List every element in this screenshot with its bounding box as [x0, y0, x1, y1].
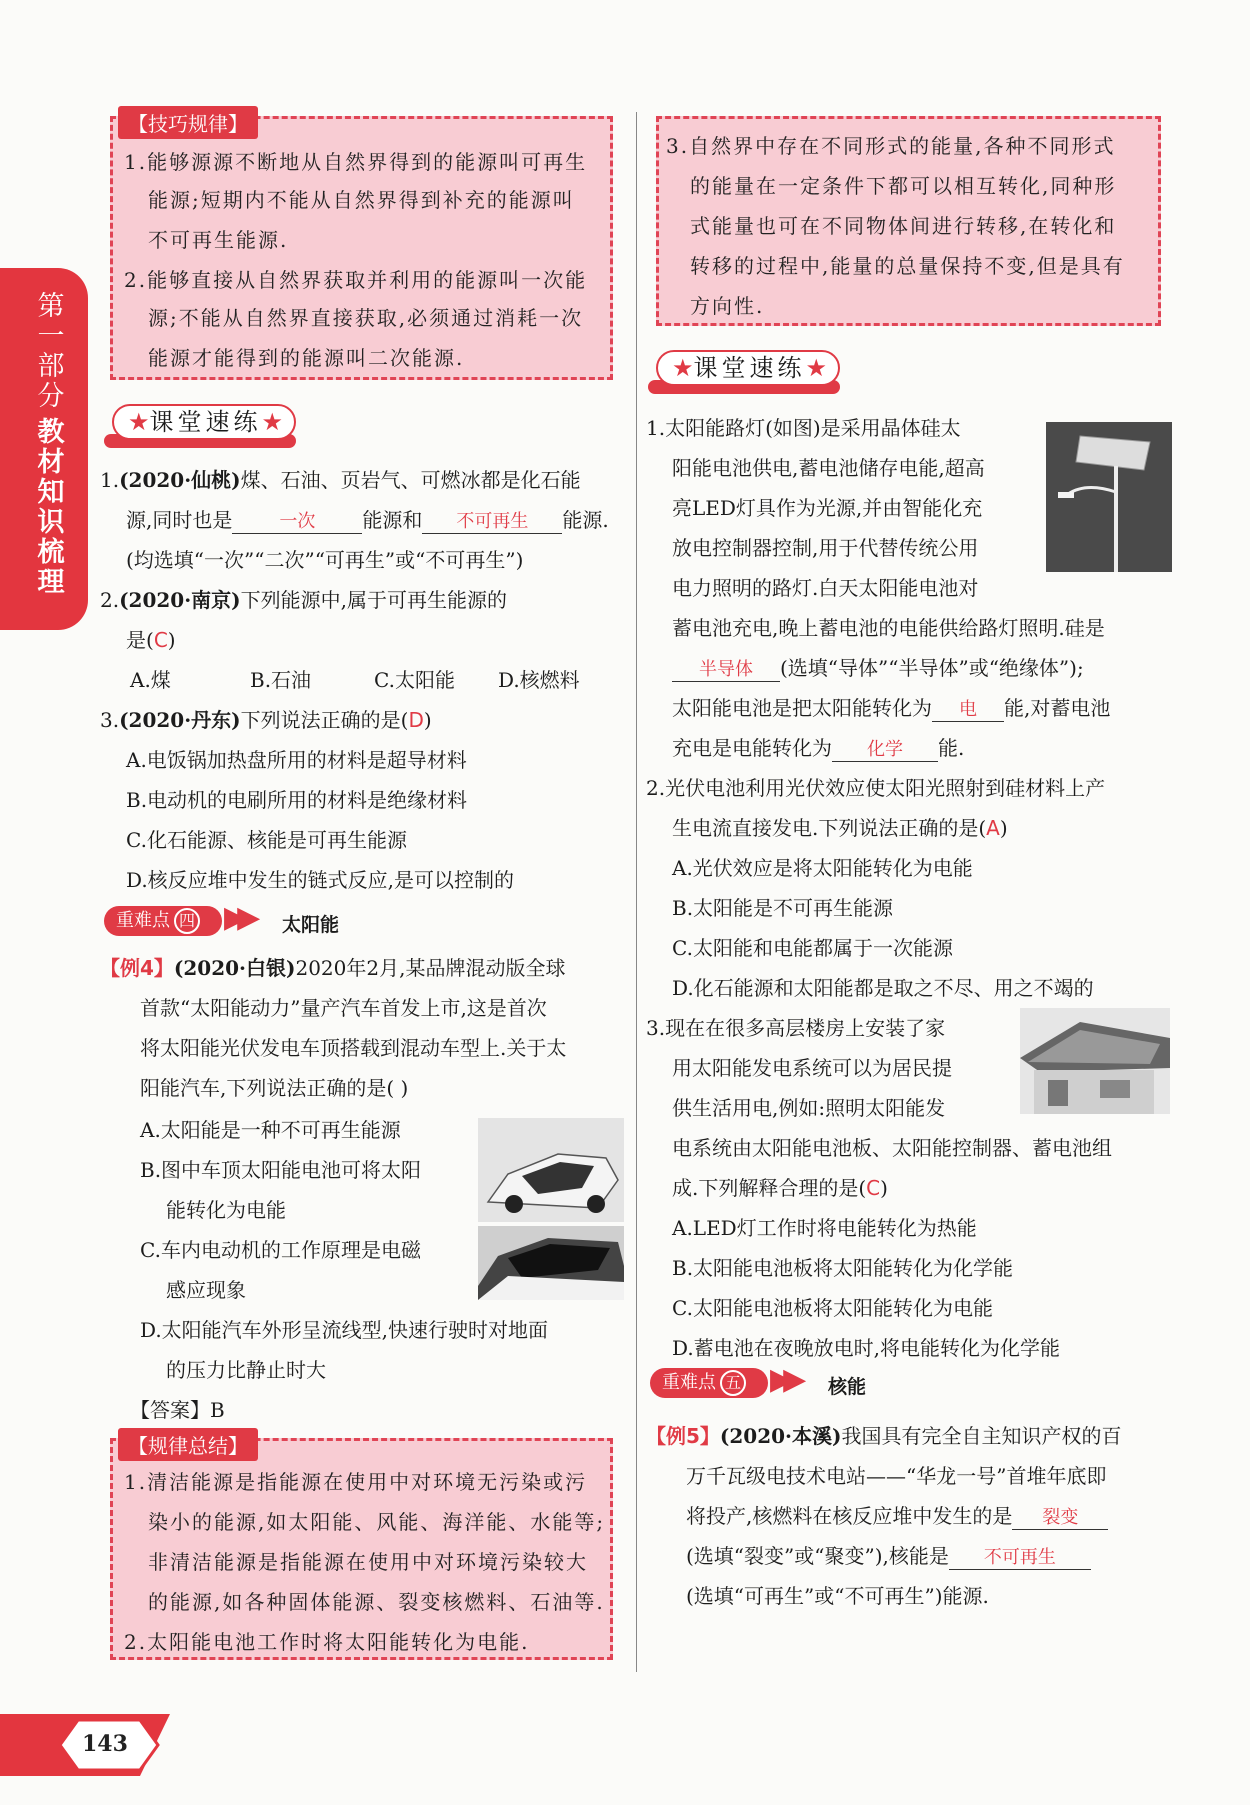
question-1-line2 — [126, 504, 609, 534]
q-text: 能. — [938, 736, 965, 760]
q-text: 源,同时也是 — [126, 508, 233, 532]
key-point-label: 重难点 — [662, 1372, 716, 1393]
r-question-1-line — [672, 692, 1110, 722]
q-text: 生电流直接发电.下列说法正确的是( — [672, 816, 987, 840]
r-question-1-line: 阳能电池供电,蓄电池储存电能,超高 — [672, 456, 985, 480]
q-text: 下列说法正确的是( — [240, 708, 409, 732]
question-3 — [100, 704, 432, 733]
option: A.LED灯工作时将电能转化为热能 — [672, 1216, 977, 1240]
q-text: 将投产,核燃料在核反应堆中发生的是 — [686, 1504, 1013, 1528]
q-text: 能,对蓄电池 — [1004, 696, 1111, 720]
key-point-num: 四 — [174, 908, 200, 934]
example-4-line: 阳能汽车,下列说法正确的是( ) — [140, 1076, 409, 1100]
option: C.化石能源、核能是可再生能源 — [126, 828, 407, 852]
r-question-3-line: 用太阳能发电系统可以为居民提 — [672, 1056, 952, 1080]
q-text: (选填“导体”“半导体”或“绝缘体”); — [780, 656, 1084, 680]
star-icon: ★ — [805, 354, 828, 382]
option: A.光伏效应是将太阳能转化为电能 — [672, 856, 973, 880]
option: B.石油 — [250, 668, 312, 692]
option: D.化石能源和太阳能都是取之不尽、用之不竭的 — [672, 976, 1094, 1000]
column-divider — [636, 112, 637, 1672]
key-point-4-badge — [104, 906, 222, 936]
tips-line: 源;不能从自然界直接获取,必须通过消耗一次 — [148, 306, 584, 330]
double-arrow-icon: ▶▶ — [224, 900, 251, 935]
example-5-line — [686, 1500, 1108, 1530]
solar-street-light-image — [1046, 422, 1172, 572]
key-point-5-badge — [650, 1368, 768, 1398]
example-5 — [646, 1420, 1121, 1449]
answer-blank: 一次 — [232, 507, 362, 534]
r-question-2-line — [672, 812, 1008, 841]
answer-blank: 化学 — [832, 735, 938, 762]
q-source: (2020·仙桃) — [119, 468, 241, 492]
tips-line: 2.能够直接从自然界获取并利用的能源叫一次能 — [124, 268, 588, 292]
tips-line: 不可再生能源. — [148, 228, 289, 252]
box-line: 方向性. — [690, 294, 765, 318]
car-roof-image — [478, 1226, 624, 1300]
q-num: 2. — [100, 588, 120, 612]
practice-header — [656, 350, 840, 386]
option: D.核燃料 — [498, 668, 580, 692]
r-question-3-line: 电系统由太阳能电池板、太阳能控制器、蓄电池组 — [672, 1136, 1112, 1160]
option: C.太阳能 — [374, 668, 455, 692]
answer-blank: 不可再生 — [949, 1543, 1091, 1570]
summary-line: 非清洁能源是指能源在使用中对环境污染较大 — [148, 1550, 588, 1574]
example-5-line: (选填“可再生”或“不可再生”)能源. — [686, 1584, 989, 1608]
answer-mark: C — [153, 628, 168, 652]
option: B.图中车顶太阳能电池可将太阳 — [140, 1158, 422, 1182]
answer-blank: 裂变 — [1012, 1503, 1108, 1530]
example-label: 【例4】 — [100, 956, 174, 980]
example-4-line: 将太阳能光伏发电车顶搭载到混动车型上.关于太 — [140, 1036, 567, 1060]
answer-mark: C — [866, 1176, 881, 1200]
option: D.蓄电池在夜晚放电时,将电能转化为化学能 — [672, 1336, 1061, 1360]
tips-line: 能源;短期内不能从自然界得到补充的能源叫 — [148, 188, 575, 212]
q-num: 3. — [100, 708, 120, 732]
q-text: ) — [880, 1176, 888, 1200]
tips-line: 1.能够源源不断地从自然界得到的能源叫可再生 — [124, 150, 588, 174]
option: C.车内电动机的工作原理是电磁 — [140, 1238, 421, 1262]
r-question-1-line: 蓄电池充电,晚上蓄电池的电能供给路灯照明.硅是 — [672, 616, 1105, 640]
summary-line: 的能源,如各种固体能源、裂变核燃料、石油等. — [148, 1590, 605, 1614]
example-label: 【例5】 — [646, 1424, 720, 1448]
page-number: 143 — [82, 1731, 128, 1757]
answer-value: B — [210, 1398, 225, 1422]
q-text: 我国具有完全自主知识产权的百 — [841, 1424, 1122, 1448]
practice-header-label: 课堂速练 — [149, 408, 262, 436]
q-text: 充电是电能转化为 — [672, 736, 832, 760]
r-question-1-line: 电力照明的路灯.白天太阳能电池对 — [672, 576, 979, 600]
answer-blank: 半导体 — [672, 655, 780, 682]
rooftop-solar-house-image — [1020, 1008, 1170, 1114]
summary-line: 1.清洁能源是指能源在使用中对环境无污染或污 — [124, 1470, 588, 1494]
double-arrow-icon: ▶▶ — [770, 1362, 797, 1397]
option: C.太阳能和电能都属于一次能源 — [672, 936, 953, 960]
q-source: (2020·白银) — [173, 956, 296, 980]
r-question-1-line: 放电控制器控制,用于代替传统公用 — [672, 536, 979, 560]
r-question-1-line: 亮LED灯具作为光源,并由智能化充 — [672, 496, 983, 520]
answer-blank: 不可再生 — [422, 507, 562, 534]
option: A.电饭锅加热盘所用的材料是超导材料 — [126, 748, 467, 772]
q-source: (2020·丹东) — [119, 708, 241, 732]
option: 感应现象 — [166, 1278, 246, 1302]
example-5-line — [686, 1540, 1091, 1570]
q-text: (选填“裂变”或“聚变”),核能是 — [686, 1544, 949, 1568]
star-icon: ★ — [261, 408, 284, 436]
option: C.太阳能电池板将太阳能转化为电能 — [672, 1296, 993, 1320]
example-4-line: 首款“太阳能动力”量产汽车首发上市,这是首次 — [140, 996, 547, 1020]
car-top-image — [478, 1118, 624, 1222]
r-question-1-line — [672, 652, 1084, 682]
box-line: 的能量在一定条件下都可以相互转化,同种形 — [690, 174, 1117, 198]
q-text: 成.下列解释合理的是( — [672, 1176, 867, 1200]
q-source: (2020·南京) — [119, 588, 241, 612]
practice-header — [112, 404, 296, 440]
q-text: 能源和 — [362, 508, 423, 532]
r-question-1-line — [672, 732, 964, 762]
q-text: 2020年2月,某品牌混动版全球 — [295, 956, 566, 980]
example-5-line: 万千瓦级电技术电站——“华龙一号”首堆年底即 — [686, 1464, 1107, 1488]
q-text: 煤、石油、页岩气、可燃冰都是化石能 — [240, 468, 581, 492]
r-question-3-line — [672, 1172, 888, 1201]
q-text: 是( — [126, 628, 154, 652]
q-text: 下列能源中,属于可再生能源的 — [240, 588, 508, 612]
option: B.太阳能电池板将太阳能转化为化学能 — [672, 1256, 1014, 1280]
answer-mark: A — [986, 816, 1000, 840]
option: 能转化为电能 — [166, 1198, 286, 1222]
q-source: (2020·本溪) — [719, 1424, 842, 1448]
side-chapter-tab — [0, 268, 88, 630]
r-question-2: 2.光伏电池利用光伏效应使太阳光照射到硅材料上产 — [646, 776, 1106, 800]
star-icon: ★ — [128, 408, 150, 436]
q-text: ) — [999, 816, 1008, 840]
option: D.核反应堆中发生的链式反应,是可以控制的 — [126, 868, 515, 892]
q-text: ) — [167, 628, 176, 652]
summary-line: 2.太阳能电池工作时将太阳能转化为电能. — [124, 1630, 530, 1654]
key-point-num: 五 — [720, 1370, 746, 1396]
key-point-5-title: 核能 — [828, 1376, 867, 1398]
key-point-label: 重难点 — [116, 910, 170, 931]
tips-tag: 【技巧规律】 — [118, 106, 258, 139]
r-question-1: 1.太阳能路灯(如图)是采用晶体硅太 — [646, 416, 961, 440]
answer-mark: D — [408, 708, 424, 732]
side-tab-title: 教材知识梳理 — [37, 417, 65, 598]
q-text: 太阳能电池是把太阳能转化为 — [672, 696, 932, 720]
practice-header-label: 课堂速练 — [693, 354, 806, 382]
summary-line: 染小的能源,如太阳能、风能、海洋能、水能等; — [148, 1510, 606, 1534]
q-text: 能源. — [562, 508, 609, 532]
option: A.太阳能是一种不可再生能源 — [140, 1118, 401, 1142]
question-1-hint: (均选填“一次”“二次”“可再生”或“不可再生”) — [126, 548, 524, 572]
side-tab-part: 第一部分 — [37, 291, 65, 412]
option: A.煤 — [130, 668, 171, 692]
q-text: ) — [423, 708, 432, 732]
answer-line — [130, 1394, 225, 1423]
q-num: 1. — [100, 468, 120, 492]
key-point-4-title: 太阳能 — [282, 914, 340, 936]
question-2-line2 — [126, 624, 176, 653]
r-question-3: 3.现在在很多高层楼房上安装了家 — [646, 1016, 946, 1040]
example-4 — [100, 952, 565, 981]
option: B.太阳能是不可再生能源 — [672, 896, 894, 920]
box-line: 转移的过程中,能量的总量保持不变,但是具有 — [690, 254, 1125, 278]
option: 的压力比静止时大 — [166, 1358, 326, 1382]
box-line: 式能量也可在不同物体间进行转移,在转化和 — [690, 214, 1117, 238]
question-1 — [100, 464, 581, 493]
summary-tag: 【规律总结】 — [118, 1428, 258, 1461]
box-line: 3.自然界中存在不同形式的能量,各种不同形式 — [666, 134, 1116, 158]
option: D.太阳能汽车外形呈流线型,快速行驶时对地面 — [140, 1318, 549, 1342]
answer-label: 【答案】 — [130, 1398, 210, 1422]
question-2 — [100, 584, 507, 613]
option: B.电动机的电刷所用的材料是绝缘材料 — [126, 788, 468, 812]
star-icon: ★ — [672, 354, 694, 382]
answer-blank: 电 — [932, 695, 1004, 722]
r-question-3-line: 供生活用电,例如:照明太阳能发 — [672, 1096, 946, 1120]
tips-line: 能源才能得到的能源叫二次能源. — [148, 346, 465, 370]
